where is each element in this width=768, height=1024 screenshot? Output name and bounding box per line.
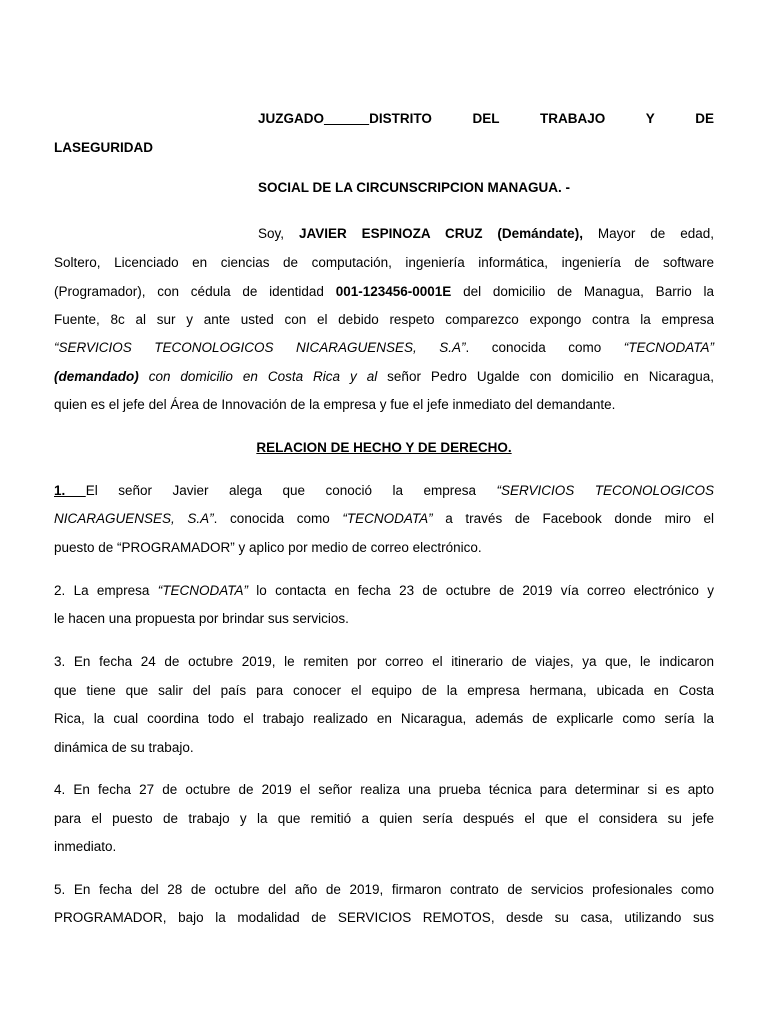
fact-3-line-1: 3. En fecha 24 de octubre 2019, le remiten por correo el itinerario de viajes, ya que, le indicaron [54,654,714,669]
fact-4-line-2: para el puesto de trabajo y la que remitió a quien sería después el que el considera su jefe [54,811,714,826]
company-alias: “TECNODATA” [342,511,433,526]
fact-5-line-2: PROGRAMADOR, bajo la modalidad de SERVICIOS REMOTOS, desde su casa, utilizando sus [54,910,714,925]
intro-line-3 [54,284,714,300]
court-heading-line-1 [258,111,714,127]
intro-text: Soy, [258,226,285,241]
court-label: JUZGADO [258,111,325,126]
company-alias: “TECNODATA” [623,340,714,355]
fact-5-line-1: 5. En fecha del 28 de octubre del año de 2019, firmaron contrato de servicios profesionales como [54,882,714,897]
fact-3-line-4: dinámica de su trabajo. [54,740,194,755]
fact-3-line-3: Rica, la cual coordina todo el trabajo realizado en Nicaragua, además de explicarle como sería la [54,711,714,726]
intro-text: del domicilio de Managua, Barrio la [463,284,714,299]
fact-4-line-3: inmediato. [54,839,117,854]
court-heading-line-3: SOCIAL DE LA CIRCUNSCRIPCION MANAGUA. - [258,180,571,195]
intro-line-2: Soltero, Licenciado en ciencias de computación, ingeniería informática, ingeniería de software [54,255,714,270]
id-number: 001-123456-0001E [335,284,452,299]
fact-text: . conocida como [213,511,330,526]
fact-3-line-2: que tiene que salir del país para conocer el equipo de la empresa hermana, ubicada en Costa [54,683,714,698]
plaintiff-name: JAVIER ESPINOZA CRUZ (Demándate), [298,226,583,241]
intro-text: (Programador), con cédula de identidad [54,284,324,299]
fact-text: lo contacta en fecha 23 de octubre de 2019 vía correo electrónico y [256,583,714,598]
fact-1-line-3: puesto de “PROGRAMADOR” y aplico por medio de correo electrónico. [54,540,482,555]
intro-line-1 [258,226,714,242]
intro-line-7: quien es el jefe del Área de Innovación de la empresa y fue el jefe inmediato del demandante. [54,397,616,412]
intro-line-4: Fuente, 8c al sur y ante usted con el debido respeto comparezco expongo contra la empresa [54,312,714,327]
court-heading-line-2: LASEGURIDAD [54,140,154,155]
fact-number: 1. [54,483,86,498]
fact-text: 2. La empresa [54,583,150,598]
intro-text: con domicilio en Costa Rica y al [148,369,378,384]
fact-text: a través de Facebook donde miro el [445,511,714,526]
defendant-label: (demandado) [54,369,139,384]
intro-line-6 [54,369,714,385]
court-blank: ______ [324,111,370,126]
company-name: “SERVICIOS TECONOLOGICOS [496,483,714,498]
company-name: NICARAGUENSES, S.A” [54,511,214,526]
fact-1-line-2 [54,511,714,527]
fact-1-line-1 [54,483,714,499]
court-district: DISTRITO DEL TRABAJO Y DE [369,111,714,126]
fact-2-line-2: le hacen una propuesta por brindar sus servicios. [54,611,349,626]
fact-text: El señor Javier alega que conoció la empresa [85,483,476,498]
fact-2-line-1 [54,583,714,599]
intro-text: señor Pedro Ugalde con domicilio en Nicaragua, [387,369,714,384]
company-alias: “TECNODATA” [157,583,248,598]
company-name: “SERVICIOS TECONOLOGICOS NICARAGUENSES, S.A” [54,340,466,355]
intro-text: Mayor de edad, [597,226,714,241]
intro-line-5 [54,340,714,356]
intro-text: . conocida como [465,340,602,355]
section-title: RELACION DE HECHO Y DE DERECHO. [256,440,512,455]
fact-4-line-1: 4. En fecha 27 de octubre de 2019 el señor realiza una prueba técnica para determinar si es apto [54,782,714,797]
